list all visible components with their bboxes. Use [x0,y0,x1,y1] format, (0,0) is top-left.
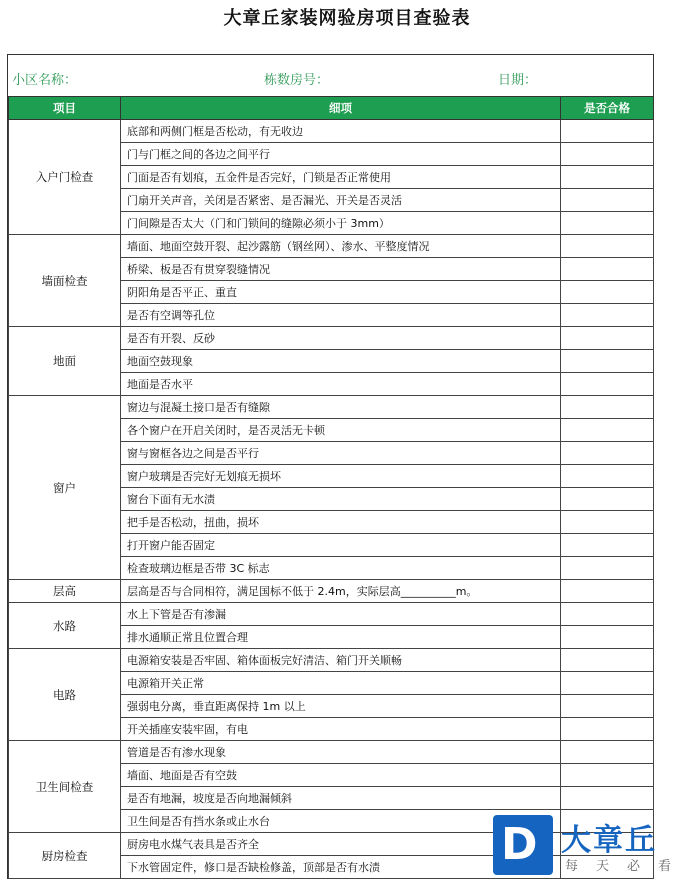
table-body [9,120,654,879]
detail-cell: 墙面、地面空鼓开裂、起沙露筋（钢丝网）、渗水、平整度情况 [121,235,561,258]
detail-cell: 窗台下面有无水渍 [121,488,561,511]
table-row [9,580,654,603]
inspection-table [8,97,654,879]
detail-cell: 卫生间是否有挡水条或止水台 [121,810,561,833]
table-row [9,741,654,764]
detail-cell: 水上下管是否有渗漏 [121,603,561,626]
pass-cell[interactable] [561,626,654,649]
pass-cell[interactable] [561,741,654,764]
detail-cell: 厨房电水煤气表具是否齐全 [121,833,561,856]
detail-cell: 地面是否水平 [121,373,561,396]
pass-cell[interactable] [561,534,654,557]
detail-cell: 打开窗户能否固定 [121,534,561,557]
pass-cell[interactable] [561,465,654,488]
pass-cell[interactable] [561,672,654,695]
detail-cell: 门扇开关声音，关闭是否紧密、是否漏光、开关是否灵活 [121,189,561,212]
detail-cell: 墙面、地面是否有空鼓 [121,764,561,787]
header-pass: 是否合格 [561,97,654,120]
logo-letter: D [501,819,538,870]
pass-cell[interactable] [561,787,654,810]
pass-cell[interactable] [561,511,654,534]
detail-cell: 是否有地漏，坡度是否向地漏倾斜 [121,787,561,810]
brand-logo [493,815,693,878]
category-cell: 电路 [9,649,121,741]
pass-cell[interactable] [561,235,654,258]
community-field-label: 小区名称： [12,73,78,88]
pass-cell[interactable] [561,281,654,304]
detail-cell: 底部和两侧门框是否松动，有无收边 [121,120,561,143]
pass-cell[interactable] [561,120,654,143]
detail-cell: 地面空鼓现象 [121,350,561,373]
building-field-label: 栋数房号： [264,73,330,88]
category-cell: 窗户 [9,396,121,580]
detail-cell: 窗与窗框各边之间是否平行 [121,442,561,465]
pass-cell[interactable] [561,488,654,511]
pass-cell[interactable] [561,718,654,741]
pass-cell[interactable] [561,695,654,718]
pass-cell[interactable] [561,557,654,580]
pass-cell[interactable] [561,649,654,672]
detail-cell: 门与门框之间的各边之间平行 [121,143,561,166]
category-cell: 卫生间检查 [9,741,121,833]
detail-cell: 下水管固定件，修口是否缺检修盖，顶部是否有水渍 [121,856,561,879]
detail-cell: 检查玻璃边框是否带 3C 标志 [121,557,561,580]
pass-cell[interactable] [561,304,654,327]
table-row [9,327,654,350]
info-row [8,55,653,97]
detail-cell: 窗边与混凝土接口是否有缝隙 [121,396,561,419]
table-row [9,235,654,258]
category-cell: 地面 [9,327,121,396]
table-row [9,120,654,143]
pass-cell[interactable] [561,603,654,626]
detail-cell: 电源箱开关正常 [121,672,561,695]
detail-cell: 强弱电分离，垂直距离保持 1m 以上 [121,695,561,718]
category-cell: 层高 [9,580,121,603]
table-row [9,649,654,672]
pass-cell[interactable] [561,373,654,396]
detail-cell: 开关插座安装牢固，有电 [121,718,561,741]
pass-cell[interactable] [561,419,654,442]
pass-cell[interactable] [561,166,654,189]
detail-cell: 管道是否有渗水现象 [121,741,561,764]
detail-cell: 排水通顺正常且位置合理 [121,626,561,649]
logo-slogan: 每天必看 [565,859,690,874]
header-detail: 细项 [121,97,561,120]
detail-cell: 是否有开裂、反砂 [121,327,561,350]
pass-cell[interactable] [561,350,654,373]
detail-cell: 窗户玻璃是否完好无划痕无损坏 [121,465,561,488]
detail-cell: 是否有空调等孔位 [121,304,561,327]
header-item: 项目 [9,97,121,120]
detail-cell: 门间隙是否太大（门和门锁间的缝隙必须小于 3mm） [121,212,561,235]
logo-name: 大章丘 [561,823,657,858]
detail-cell: 把手是否松动，扭曲，损坏 [121,511,561,534]
detail-cell: 各个窗户在开启关闭时，是否灵活无卡顿 [121,419,561,442]
table-row [9,603,654,626]
logo-mark [493,815,553,875]
detail-cell: 桥梁、板是否有贯穿裂缝情况 [121,258,561,281]
pass-cell[interactable] [561,442,654,465]
pass-cell[interactable] [561,189,654,212]
pass-cell[interactable] [561,327,654,350]
category-cell: 水路 [9,603,121,649]
table-header-row [9,97,654,120]
detail-cell: 电源箱安装是否牢固、箱体面板完好清洁、箱门开关顺畅 [121,649,561,672]
detail-cell: 门面是否有划痕，五金件是否完好，门锁是否正常使用 [121,166,561,189]
pass-cell[interactable] [561,396,654,419]
category-cell: 厨房检查 [9,833,121,879]
pass-cell[interactable] [561,143,654,166]
category-cell: 墙面检查 [9,235,121,327]
pass-cell[interactable] [561,580,654,603]
date-field-label: 日期： [498,73,538,88]
detail-cell: 阴阳角是否平正、重直 [121,281,561,304]
page-title: 大章丘家装网验房项目查验表 [223,8,471,29]
pass-cell[interactable] [561,764,654,787]
table-row [9,396,654,419]
inspection-sheet [7,54,654,879]
pass-cell[interactable] [561,258,654,281]
pass-cell[interactable] [561,212,654,235]
category-cell: 入户门检查 [9,120,121,235]
detail-cell: 层高是否与合同相符，满足国标不低于 2.4m，实际层高__________m。 [121,580,561,603]
